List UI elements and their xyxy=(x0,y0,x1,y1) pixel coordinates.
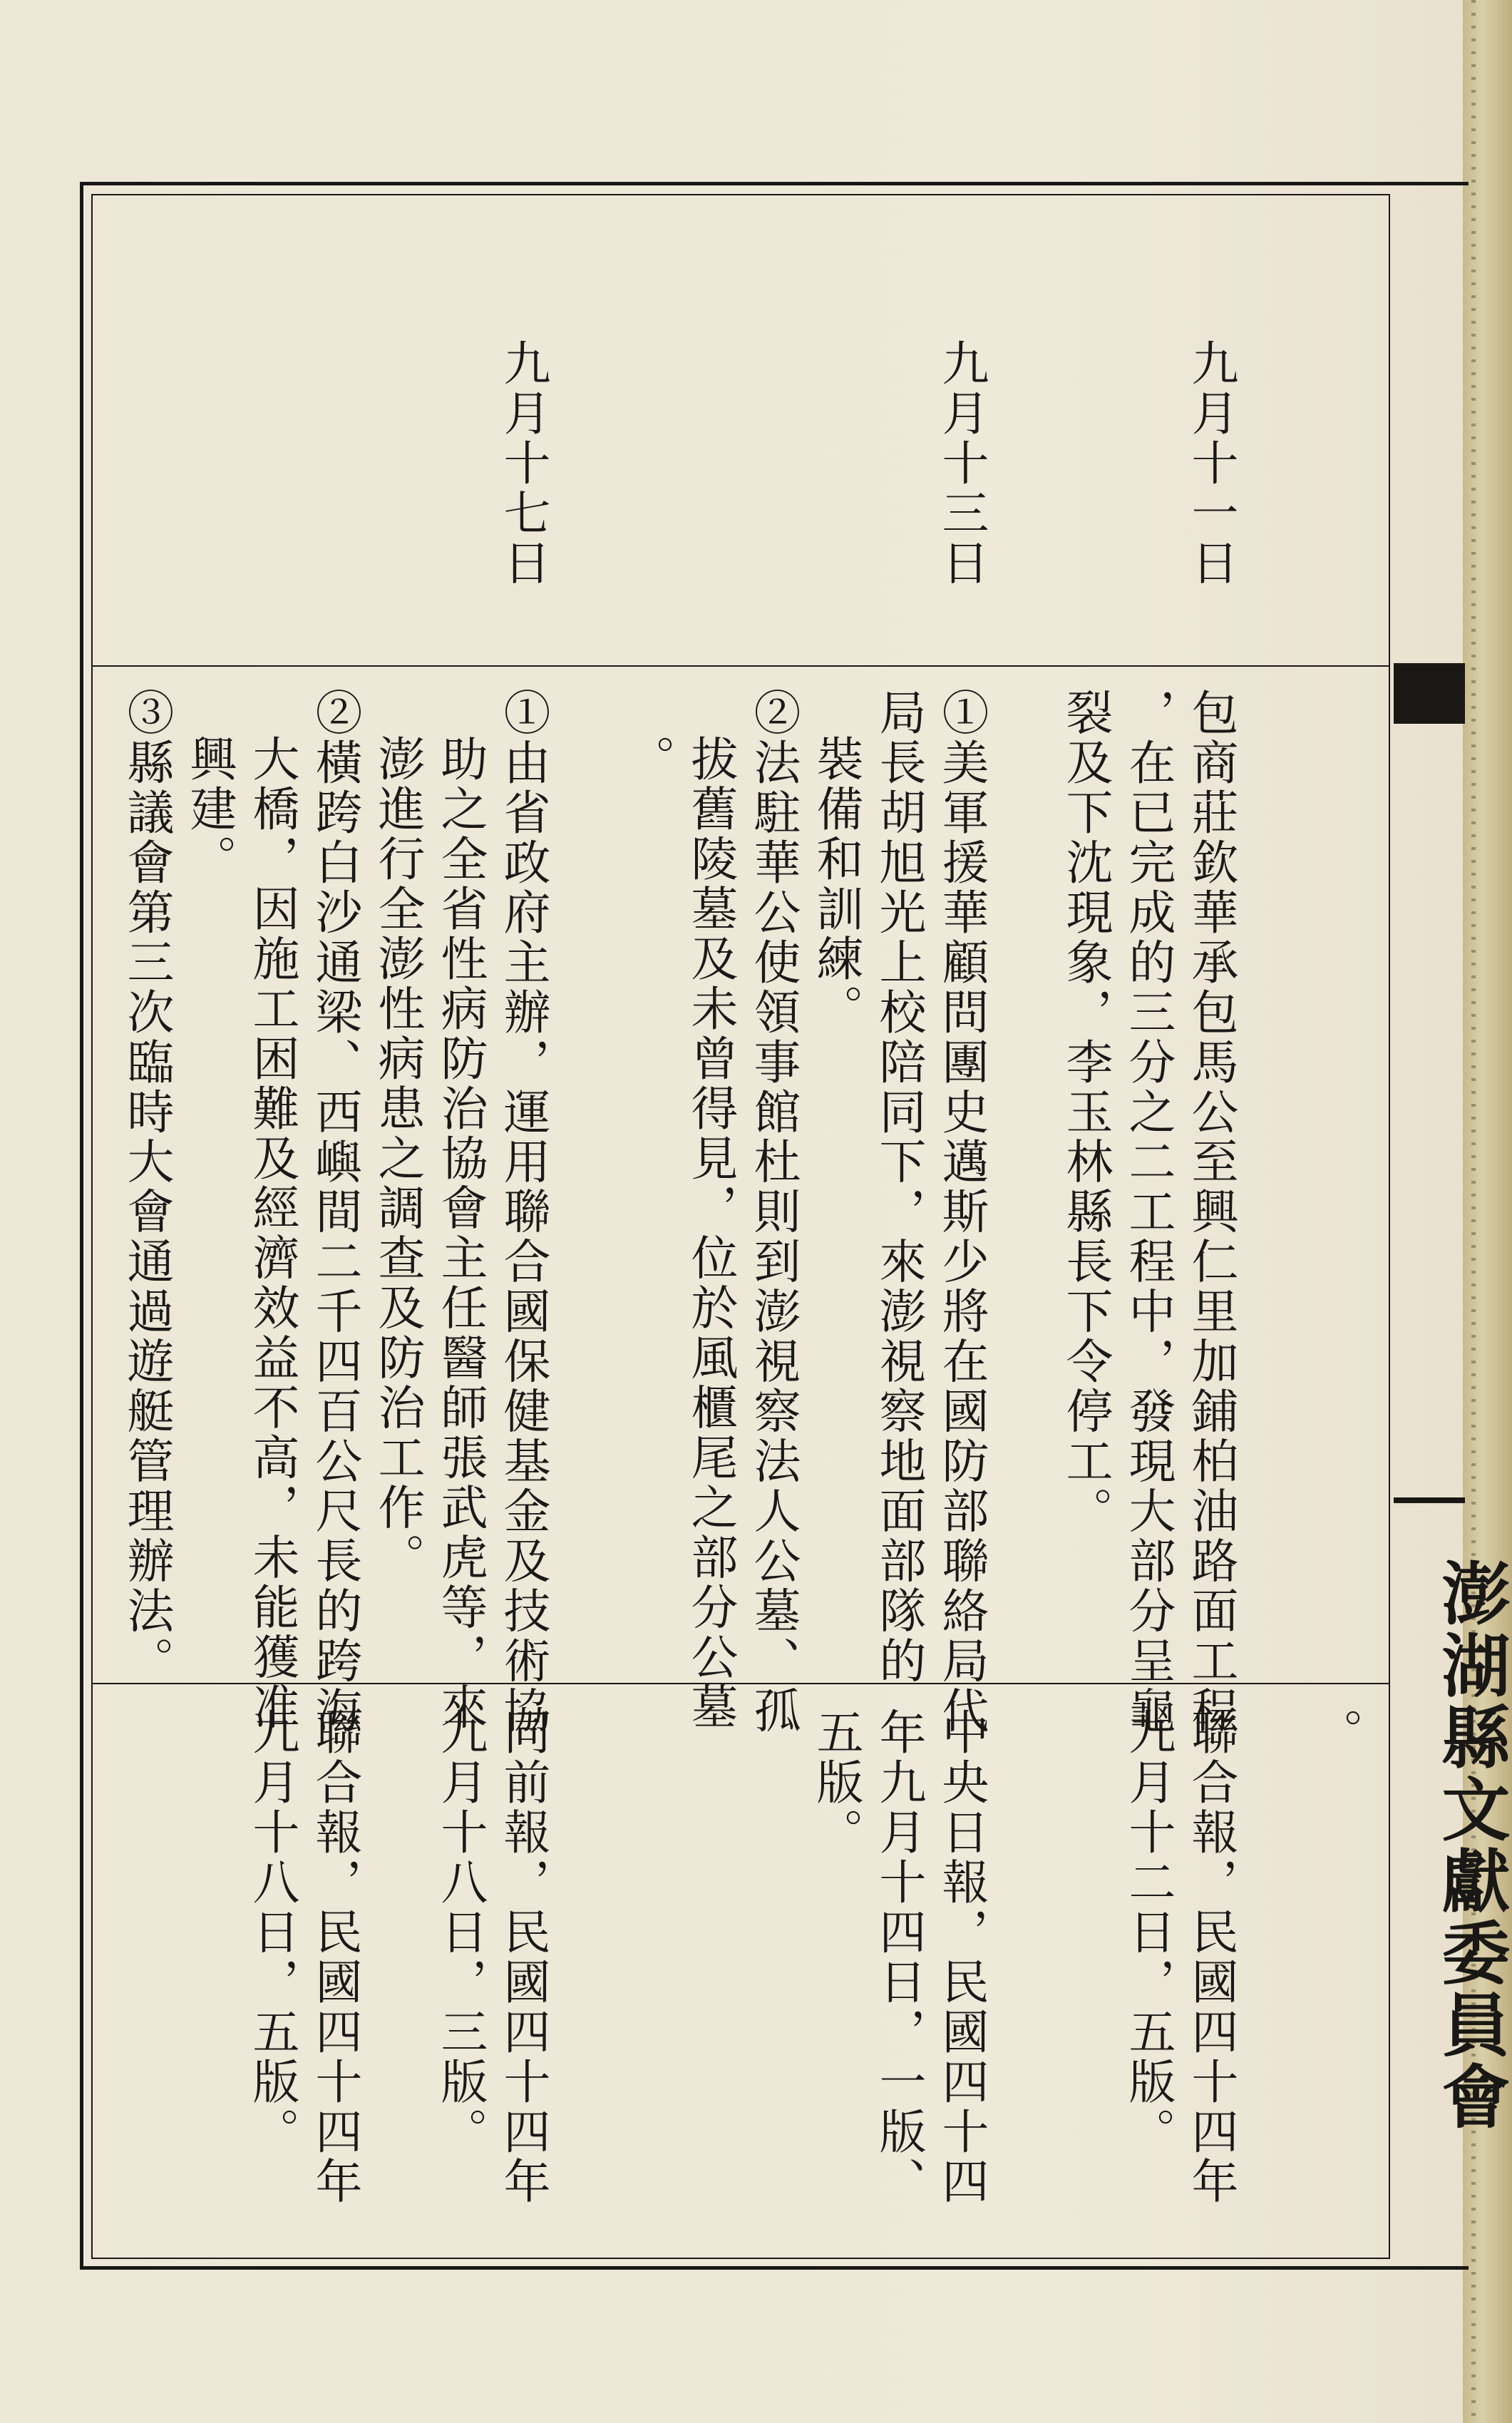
entry-content-line: 。 xyxy=(620,734,675,784)
entry-source-line: 五版。 xyxy=(808,1708,863,1858)
entry-content-line: 拔舊陵墓及未曾得見，位於風櫃尾之部分公墓 xyxy=(683,734,738,1733)
source-fragment: 。 xyxy=(1308,1708,1363,1758)
entry-content-line: 澎進行全澎性病患之調查及防治工作。 xyxy=(370,734,425,1583)
entry-date: 九月十一日 xyxy=(1183,339,1238,588)
entry-content-line: 包商莊欽華承包馬公至興仁里加鋪柏油路面工程 xyxy=(1183,688,1238,1736)
entry-content-line: ①由省政府主辦，運用聯合國保健基金及技術協 xyxy=(495,688,550,1736)
entry-content-line: ②橫跨白沙通梁、西嶼間二千四百公尺長的跨海 xyxy=(307,688,362,1736)
entry-source-line: 聯合報，民國四十四年 xyxy=(1183,1708,1238,2207)
entry-content-line: ③縣議會第三次臨時大會通過遊艇管理辦法。 xyxy=(119,688,174,1686)
entry-content-line: ①美軍援華顧問團史邁斯少將在國防部聯絡局代 xyxy=(934,688,989,1736)
side-tab-line xyxy=(1394,1497,1465,1503)
entry-content-line: 裂及下沈現象，李玉林縣長下令停工。 xyxy=(1058,688,1113,1537)
entry-content-line: 局長胡旭光上校陪同下，來澎視察地面部隊的 xyxy=(871,688,926,1686)
entry-source-line: 中央日報，民國四十四 xyxy=(934,1708,989,2207)
bleed-through-shadow xyxy=(1319,321,1362,2032)
entry-content-line: ②法駐華公使領事館杜則到澎視察法人公墓、孤 xyxy=(746,688,801,1736)
entry-source-line: 九月十八日，三版。 xyxy=(433,1708,488,2157)
date-content-divider xyxy=(91,665,1389,667)
entry-source-line: 九月十八日，五版。 xyxy=(245,1708,299,2157)
entry-content-line: 大橋，因施工困難及經濟效益不高，未能獲准 xyxy=(245,734,299,1733)
entry-source-line: 同前報，民國四十四年 xyxy=(495,1708,550,2207)
side-tab-mark xyxy=(1394,663,1465,724)
entry-content-line: 興建。 xyxy=(182,734,237,884)
frame-right-line xyxy=(1389,194,1390,2259)
entry-date: 九月十七日 xyxy=(495,339,550,588)
entry-source-line: 九月十二日，五版。 xyxy=(1121,1708,1176,2157)
entry-date: 九月十三日 xyxy=(934,339,989,588)
entry-content-line: ，在已完成的三分之二工程中，發現大部分呈龜 xyxy=(1121,688,1176,1736)
entry-content-line: 裝備和訓練。 xyxy=(808,734,863,1034)
entry-content-line: 助之全省性病防治協會主任醫師張武虎等，來 xyxy=(433,734,488,1733)
book-title: 澎湖縣文獻委員會 xyxy=(1431,1558,1511,2133)
entry-source-line: 聯合報，民國四十四年 xyxy=(307,1708,362,2207)
entry-source-line: 年九月十四日，一版、 xyxy=(871,1708,926,2207)
